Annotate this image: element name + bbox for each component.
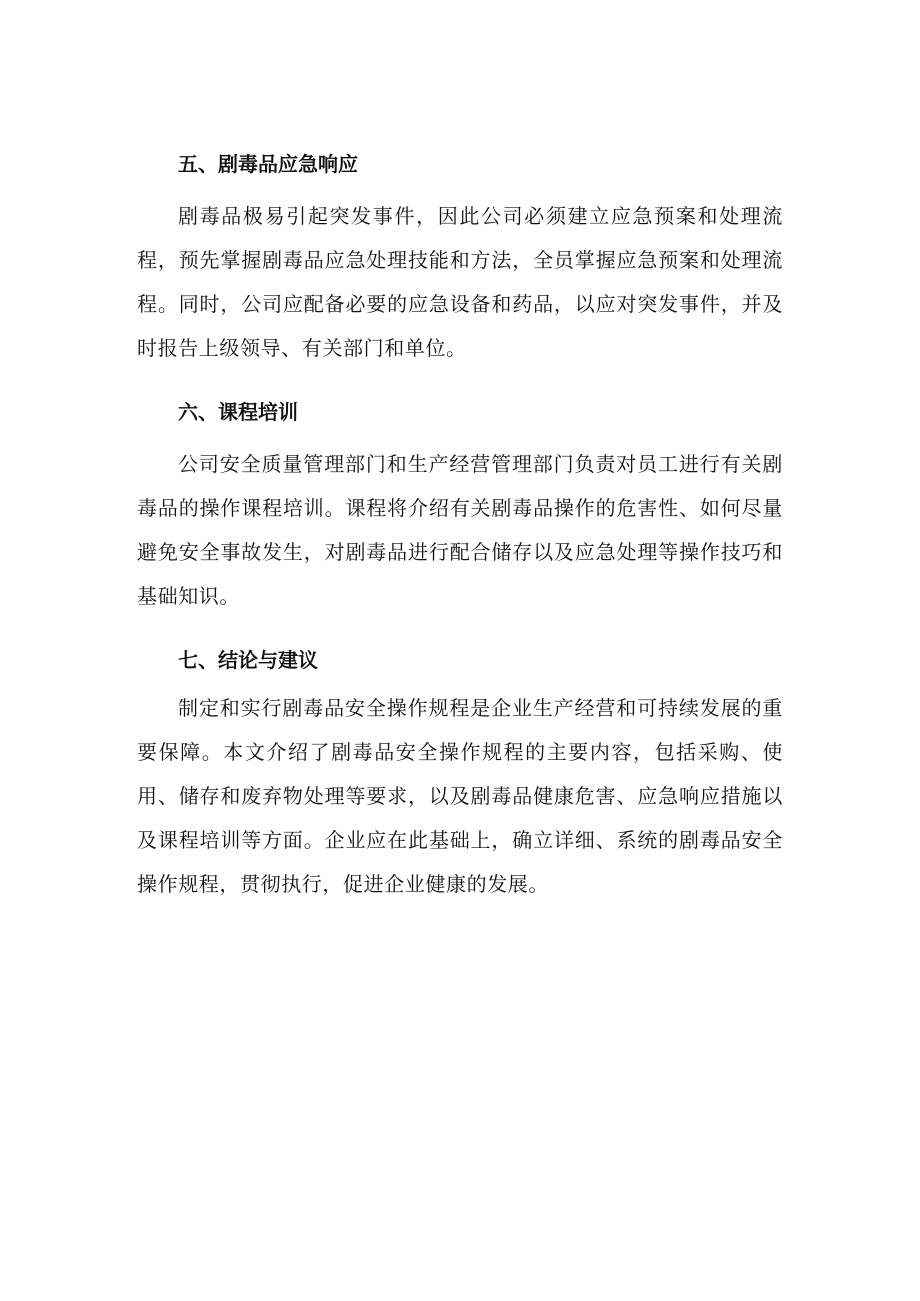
section-heading: 五、剧毒品应急响应 (178, 152, 358, 176)
section-paragraph: 制定和实行剧毒品安全操作规程是企业生产经营和可持续发展的重要保障。本文介绍了剧毒品安全操作规程的主要内容，包括采购、使用、储存和废弃物处理等要求，以及剧毒品健康危害、应急响应措施以及课程培训等方面。企业应在此基础上，确立详细、系统的剧毒品安全操作规程，贯彻执行，促进企业健康的发展。 (137, 696, 783, 896)
section-paragraph: 剧毒品极易引起突发事件，因此公司必须建立应急预案和处理流程，预先掌握剧毒品应急处理技能和方法，全员掌握应急预案和处理流程。同时，公司应配备必要的应急设备和药品，以应对突发事件，并及时报告上级领导、有关部门和单位。 (137, 204, 783, 360)
section-heading: 七、结论与建议 (178, 648, 318, 672)
section-emergency-response (137, 142, 783, 370)
section-heading: 六、课程培训 (178, 400, 298, 424)
document-body (137, 142, 783, 926)
section-paragraph: 公司安全质量管理部门和生产经营管理部门负责对员工进行有关剧毒品的操作课程培训。课程将介绍有关剧毒品操作的危害性、如何尽量避免安全事故发生，对剧毒品进行配合储存以及应急处理等操作技巧和基础知识。 (137, 452, 783, 608)
section-course-training (137, 390, 783, 618)
section-conclusion (137, 638, 783, 906)
